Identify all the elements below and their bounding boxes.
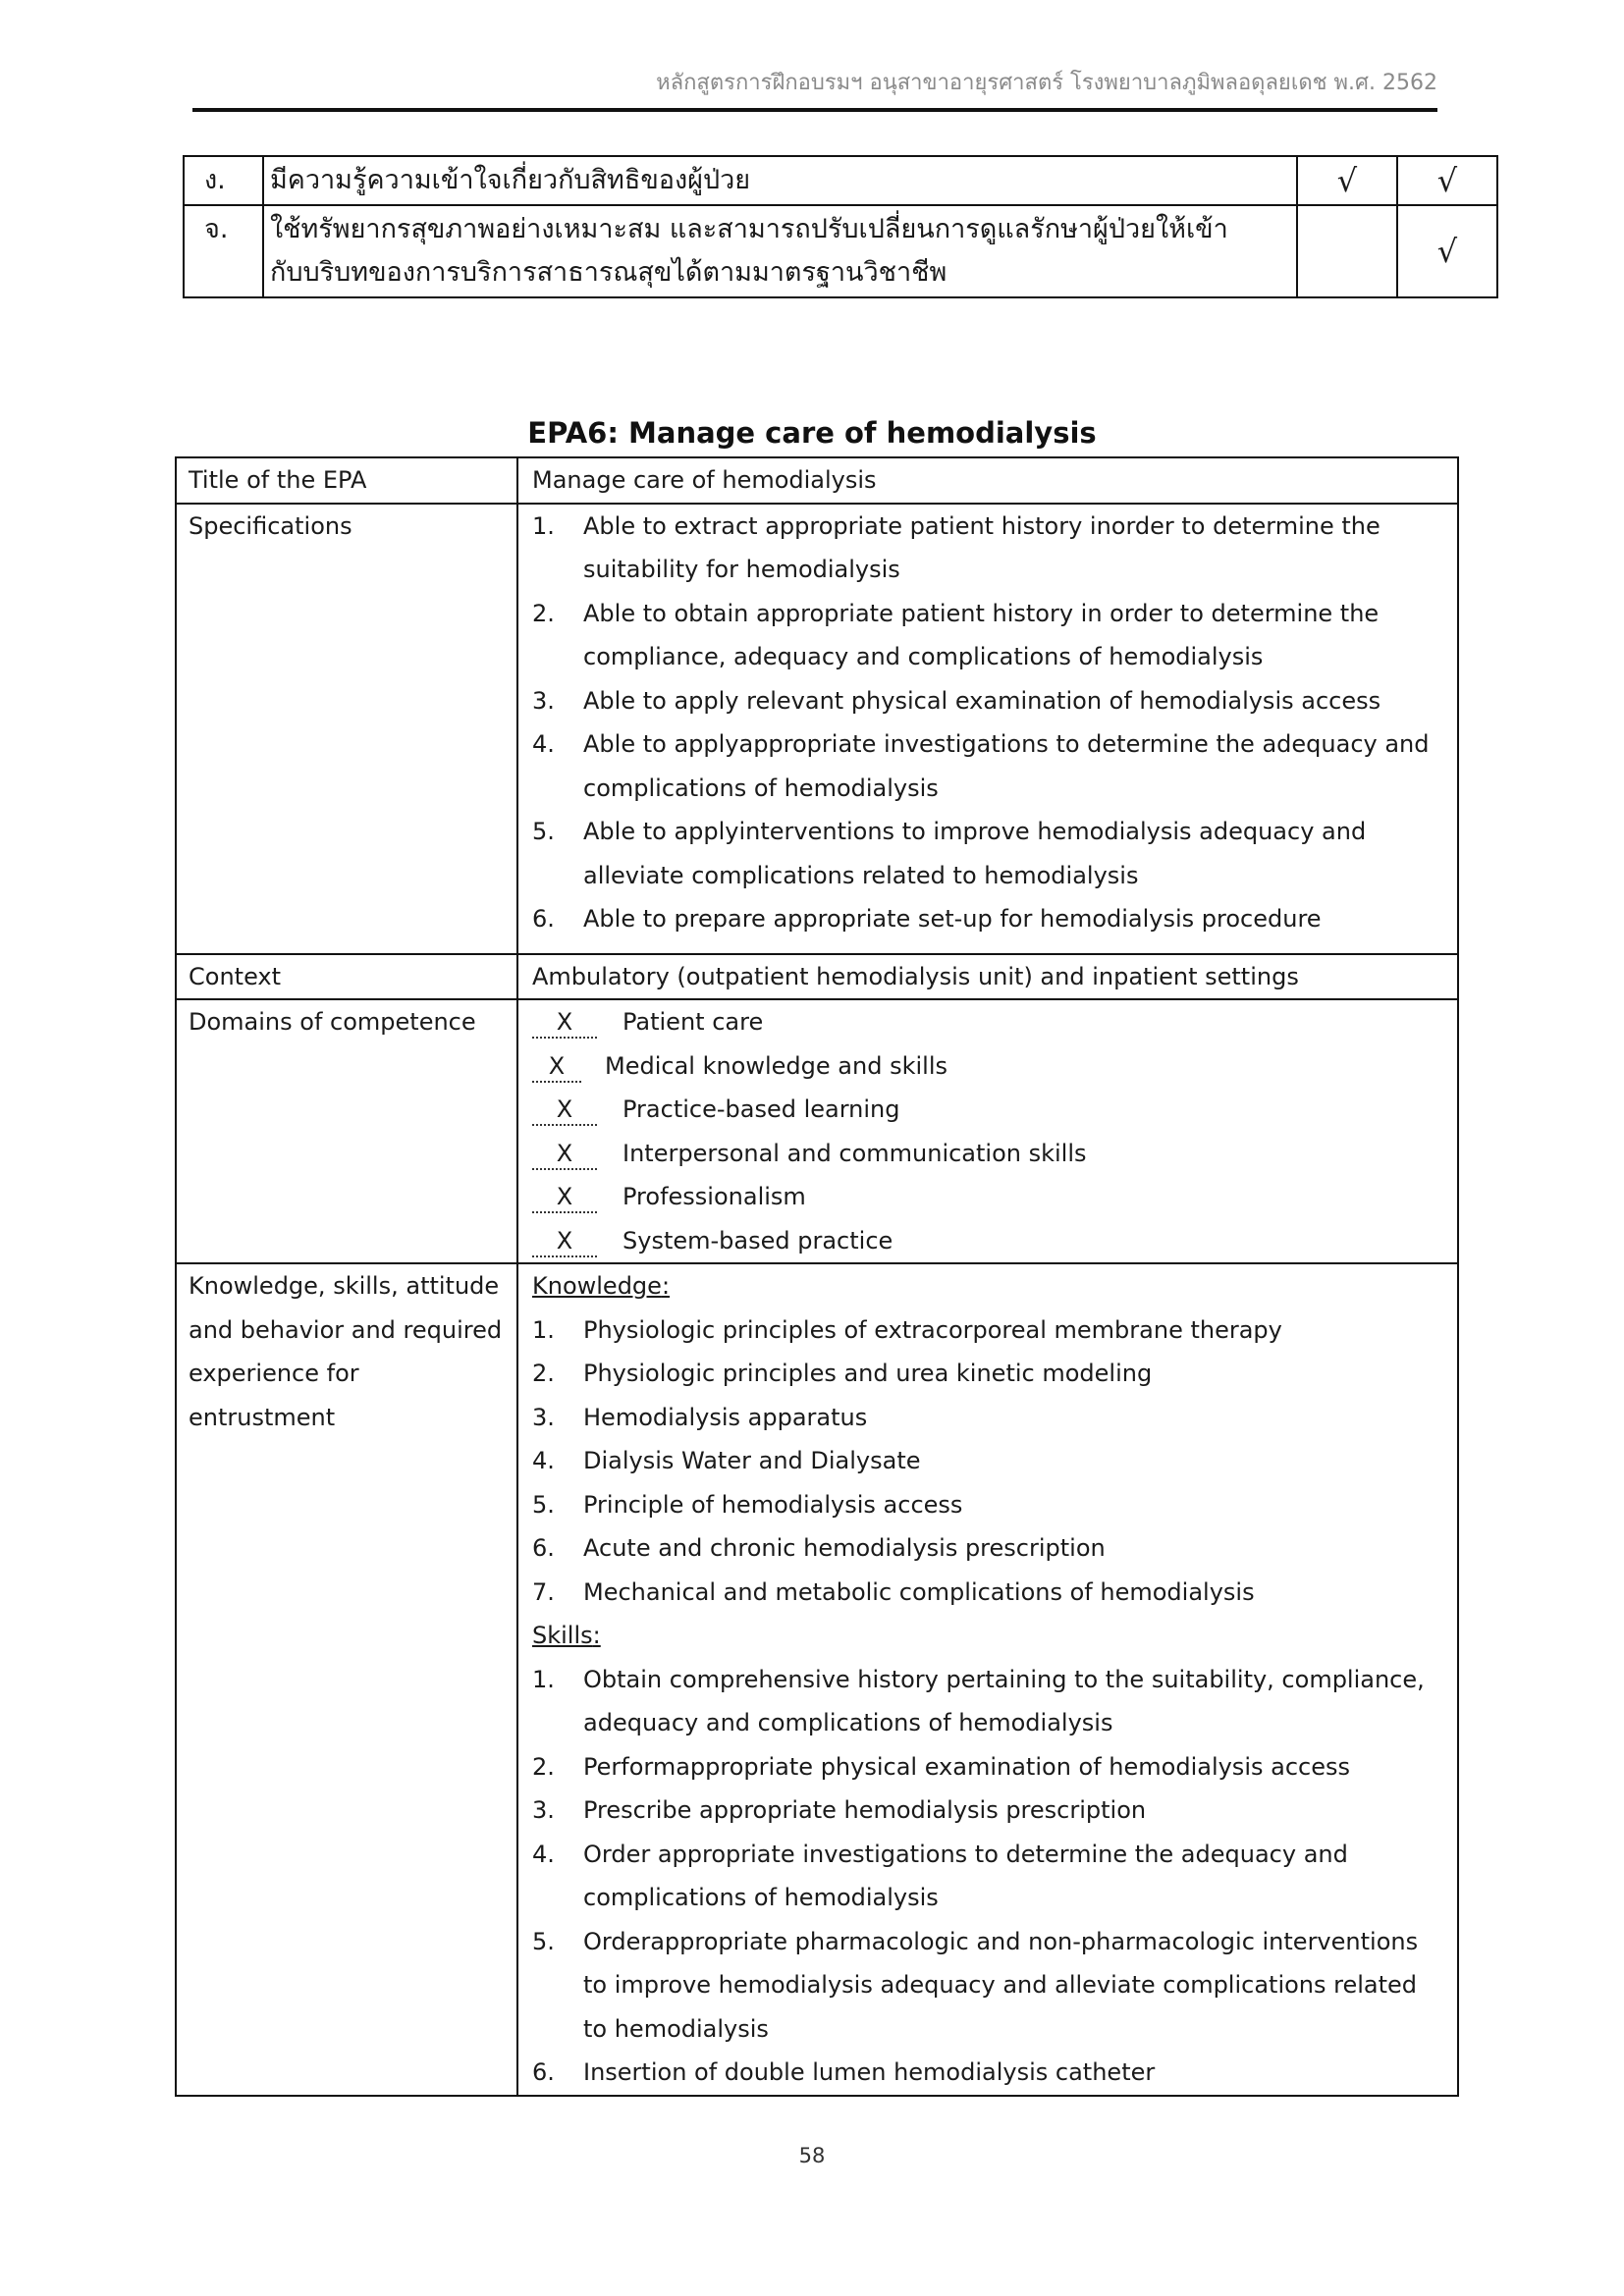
epa-heading: EPA6: Manage care of hemodialysis [527, 416, 1097, 450]
domain-mark: X [532, 1095, 597, 1126]
item-number: 6. [532, 1534, 555, 1562]
specifications-list [532, 505, 1445, 941]
item-text: Performappropriate physical examination of hemodialysis access [583, 1752, 1350, 1781]
domain-item [532, 1044, 1445, 1089]
table-row [184, 205, 1497, 297]
specifications-label: Specifications [176, 504, 517, 954]
domain-item [532, 1000, 1445, 1044]
ksa-cell [517, 1263, 1458, 2096]
domain-mark: X [532, 1051, 581, 1083]
page-number: 58 [798, 2144, 826, 2167]
domain-text: Professionalism [623, 1183, 806, 1210]
item-text: Able to prepare appropriate set-up for hemodialysis procedure [583, 905, 1322, 933]
item-text: Able to obtain appropriate patient history in order to determine the compliance, adequacy and complications of hemodialysis [583, 599, 1380, 670]
table-row [176, 1263, 1458, 2096]
table-row [176, 504, 1458, 954]
list-item [532, 1833, 1445, 1920]
item-number: 5. [532, 818, 555, 845]
domain-item [532, 1175, 1445, 1219]
table-row [184, 156, 1497, 205]
list-item [532, 2051, 1445, 2095]
domain-text: System-based practice [623, 1226, 893, 1255]
item-number: 7. [532, 1577, 555, 1606]
domain-text: Patient care [623, 1008, 764, 1036]
item-number: 3. [532, 1796, 555, 1824]
list-item [532, 505, 1445, 592]
list-item [532, 1526, 1445, 1571]
item-text: Able to applyappropriate investigations to determine the adequacy and complications of hemodialysis [583, 730, 1430, 802]
list-item [532, 1352, 1445, 1396]
table-row [176, 999, 1458, 1263]
domain-item [532, 1132, 1445, 1176]
list-item [532, 1920, 1445, 2052]
row-text: ใช้ทรัพยากรสุขภาพอย่างเหมาะสม และสามารถปรับเปลี่ยนการดูแลรักษาผู้ป่วยให้เข้ากับบริบทของการบริการสาธารณสุขได้ตามมาตรฐานวิชาชีพ [263, 205, 1297, 297]
item-text: Insertion of double lumen hemodialysis catheter [583, 2058, 1156, 2086]
item-number: 1. [532, 511, 555, 540]
running-header: หลักสูตรการฝึกอบรมฯ อนุสาขาอายุรศาสตร์ โรงพยาบาลภูมิพลอดุลยเดช พ.ศ. 2562 [656, 71, 1437, 95]
list-item [532, 897, 1445, 941]
item-text: Physiologic principles of extracorporeal membrane therapy [583, 1315, 1282, 1344]
check-mark: √ [1397, 205, 1497, 297]
item-text: Principle of hemodialysis access [583, 1490, 963, 1519]
item-number: 6. [532, 905, 555, 933]
item-text: Able to extract appropriate patient history inorder to determine the suitability for hemodialysis [583, 511, 1380, 583]
item-text: Able to applyinterventions to improve hemodialysis adequacy and alleviate complications related to hemodialysis [583, 818, 1367, 889]
title-value: Manage care of hemodialysis [517, 457, 1458, 504]
specifications-cell [517, 504, 1458, 954]
table-row [176, 457, 1458, 504]
domain-mark: X [532, 1182, 597, 1213]
title-label: Title of the EPA [176, 457, 517, 504]
domain-item [532, 1219, 1445, 1263]
item-number: 1. [532, 1315, 555, 1344]
item-text: Dialysis Water and Dialysate [583, 1447, 921, 1474]
item-text: Physiologic principles and urea kinetic modeling [583, 1360, 1153, 1387]
skills-heading: Skills: [532, 1622, 601, 1649]
list-item [532, 1396, 1445, 1440]
context-label: Context [176, 954, 517, 1000]
list-item [532, 1789, 1445, 1833]
header-rule [192, 108, 1437, 112]
domain-text: Interpersonal and communication skills [623, 1139, 1087, 1167]
item-number: 4. [532, 1447, 555, 1474]
list-item [532, 810, 1445, 897]
row-letter: ง. [184, 156, 263, 205]
row-text: มีความรู้ความเข้าใจเกี่ยวกับสิทธิของผู้ป่วย [263, 156, 1297, 205]
list-item [532, 1308, 1445, 1353]
item-number: 3. [532, 1403, 555, 1431]
item-number: 3. [532, 686, 555, 715]
list-item [532, 1658, 1445, 1745]
knowledge-list [532, 1308, 1445, 1615]
list-item [532, 679, 1445, 723]
item-number: 2. [532, 1752, 555, 1781]
domain-text: Medical knowledge and skills [605, 1051, 947, 1080]
item-number: 1. [532, 1665, 555, 1693]
item-text: Order appropriate investigations to determine the adequacy and complications of hemodialysis [583, 1840, 1348, 1911]
row-letter: จ. [184, 205, 263, 297]
list-item [532, 592, 1445, 679]
item-number: 5. [532, 1490, 555, 1519]
domain-text: Practice-based learning [623, 1095, 900, 1123]
item-text: Acute and chronic hemodialysis prescription [583, 1534, 1106, 1562]
list-item [532, 1745, 1445, 1789]
item-text: Obtain comprehensive history pertaining to the suitability, compliance, adequacy and complications of hemodialysis [583, 1665, 1425, 1736]
table-row [176, 954, 1458, 1000]
check-mark: √ [1297, 156, 1397, 205]
item-text: Hemodialysis apparatus [583, 1403, 868, 1431]
skills-list [532, 1658, 1445, 2095]
domain-mark: X [532, 1226, 597, 1257]
ksa-label: Knowledge, skills, attitude and behavior and required experience for entrustment [176, 1263, 517, 2096]
item-text: Mechanical and metabolic complications of hemodialysis [583, 1577, 1255, 1606]
outcome-table [183, 155, 1498, 298]
context-value: Ambulatory (outpatient hemodialysis unit) and inpatient settings [517, 954, 1458, 1000]
item-number: 5. [532, 1927, 555, 1955]
item-text: Able to apply relevant physical examination of hemodialysis access [583, 686, 1381, 715]
item-number: 4. [532, 730, 555, 758]
item-number: 6. [532, 2058, 555, 2086]
check-mark: √ [1397, 156, 1497, 205]
knowledge-heading: Knowledge: [532, 1272, 671, 1300]
domains-label: Domains of competence [176, 999, 517, 1263]
domain-mark: X [532, 1007, 597, 1039]
item-text: Orderappropriate pharmacologic and non-pharmacologic interventions to improve hemodialysis adequacy and alleviate complications related to hemodialysis [583, 1927, 1419, 2043]
list-item [532, 1571, 1445, 1615]
item-text: Prescribe appropriate hemodialysis prescription [583, 1796, 1147, 1824]
item-number: 2. [532, 599, 555, 627]
list-item [532, 1483, 1445, 1527]
domain-item [532, 1088, 1445, 1132]
list-item [532, 722, 1445, 810]
domain-mark: X [532, 1139, 597, 1170]
list-item [532, 1439, 1445, 1483]
item-number: 2. [532, 1360, 555, 1387]
check-mark [1297, 205, 1397, 297]
domains-cell [517, 999, 1458, 1263]
epa-table [175, 456, 1459, 2097]
item-number: 4. [532, 1840, 555, 1868]
